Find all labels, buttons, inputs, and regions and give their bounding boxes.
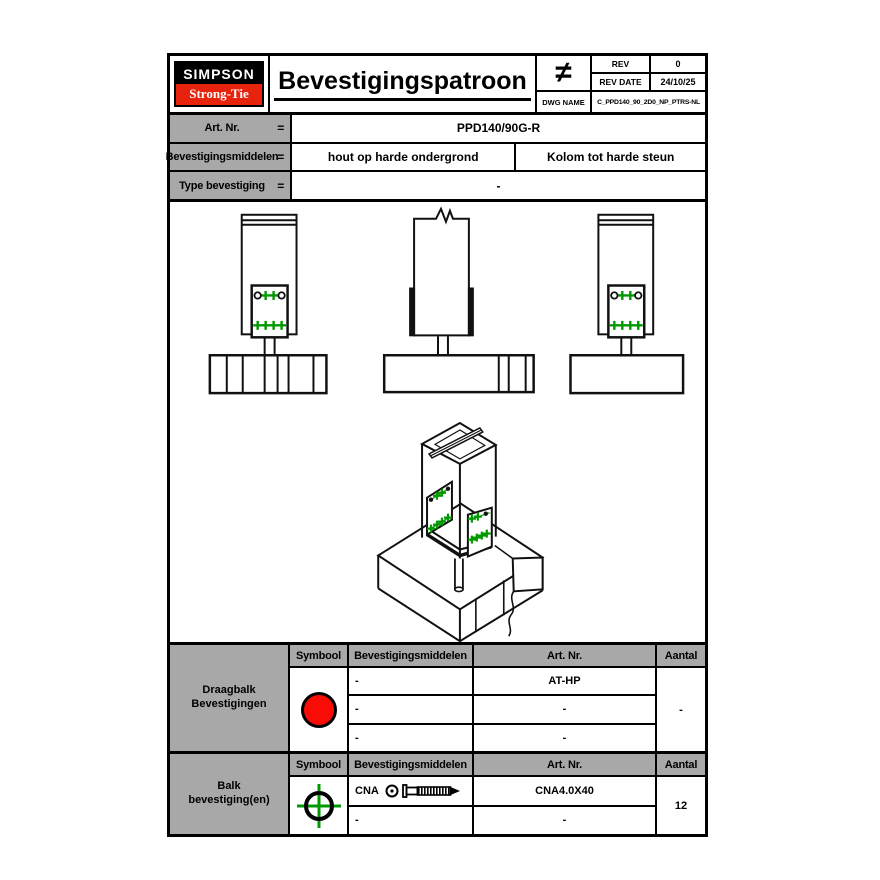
dwg-name-label: DWG NAME bbox=[537, 92, 590, 112]
title-block bbox=[170, 56, 705, 112]
post-base-drawings bbox=[170, 202, 705, 642]
equals-sign: = bbox=[277, 178, 284, 193]
drawing-area bbox=[170, 202, 705, 642]
middelen-values bbox=[292, 144, 705, 171]
middelen-value-right: Kolom tot harde steun bbox=[516, 144, 705, 171]
draagbalk-artnr-1: AT-HP bbox=[474, 668, 655, 694]
info-row-middelen bbox=[165, 144, 705, 171]
rev-date-label: REV DATE bbox=[592, 74, 649, 90]
crosshair-icon bbox=[294, 781, 344, 831]
crosshair-symbol bbox=[290, 777, 347, 834]
rev-label: REV bbox=[592, 56, 649, 72]
sheet-title-cell bbox=[270, 56, 535, 112]
type-value: - bbox=[292, 172, 705, 199]
revision-block bbox=[537, 56, 705, 112]
info-row-artnr bbox=[170, 115, 705, 142]
info-table bbox=[165, 115, 705, 199]
info-row-type bbox=[170, 172, 705, 199]
draagbalk-table bbox=[170, 645, 705, 751]
middelen-label-cell bbox=[165, 144, 290, 171]
col-header-middelen: Bevestigingsmiddelen bbox=[349, 645, 472, 666]
dwg-name-value: C_PPD140_90_2D0_NP_PTRS-NL bbox=[592, 92, 705, 112]
balk-aantal: 12 bbox=[657, 777, 705, 834]
col-header-aantal: Aantal bbox=[657, 645, 705, 666]
col-header-artnr: Art. Nr. bbox=[474, 645, 655, 666]
equals-sign: = bbox=[277, 149, 284, 164]
isometric-view-drawing bbox=[378, 423, 542, 641]
rev-value: 0 bbox=[651, 56, 705, 72]
draagbalk-artnr-3: - bbox=[474, 725, 655, 751]
red-circle-icon bbox=[298, 689, 340, 731]
logo-strongtie-text: Strong-Tie bbox=[176, 84, 262, 105]
not-equal-icon: ≠ bbox=[537, 56, 590, 90]
type-label: Type bevestiging bbox=[179, 179, 265, 192]
middelen-value-left: hout op harde ondergrond bbox=[292, 144, 514, 171]
draagbalk-artnr-2: - bbox=[474, 696, 655, 722]
col-header-middelen: Bevestigingsmiddelen bbox=[349, 754, 472, 775]
nail-icon bbox=[384, 782, 466, 800]
side-view-drawing bbox=[384, 209, 533, 392]
balk-artnr-2: - bbox=[474, 807, 655, 835]
rev-date-value: 24/10/25 bbox=[651, 74, 705, 90]
artnr-label-cell bbox=[170, 115, 290, 142]
draagbalk-row-label: Draagbalk Bevestigingen bbox=[170, 645, 288, 751]
cna-label: CNA bbox=[355, 784, 379, 797]
col-header-symbool: Symbool bbox=[290, 645, 347, 666]
balk-artnr-1: CNA4.0X40 bbox=[474, 777, 655, 805]
balk-row-label: Balk bevestiging(en) bbox=[170, 754, 288, 834]
type-label-cell bbox=[170, 172, 290, 199]
logo-simpson-text: SIMPSON bbox=[176, 63, 262, 84]
draagbalk-middel-2: - bbox=[349, 696, 472, 722]
front-view-right-drawing bbox=[571, 215, 684, 393]
draagbalk-middel-1: - bbox=[349, 668, 472, 694]
col-header-aantal: Aantal bbox=[657, 754, 705, 775]
draagbalk-aantal: - bbox=[657, 668, 705, 751]
balk-middel-2: - bbox=[349, 807, 472, 835]
front-view-left-drawing bbox=[210, 215, 327, 393]
sheet-title: Bevestigingspatroon bbox=[274, 67, 531, 101]
artnr-label: Art. Nr. bbox=[204, 122, 240, 135]
red-circle-symbol bbox=[290, 668, 347, 751]
balk-table bbox=[170, 754, 705, 834]
logo-cell bbox=[170, 56, 268, 112]
middelen-label: Bevestigingsmiddelen bbox=[165, 150, 279, 163]
sheet-frame bbox=[167, 53, 708, 837]
col-header-artnr: Art. Nr. bbox=[474, 754, 655, 775]
balk-middel-1 bbox=[349, 777, 472, 805]
col-header-symbool: Symbool bbox=[290, 754, 347, 775]
artnr-value: PPD140/90G-R bbox=[292, 115, 705, 142]
simpson-strongtie-logo bbox=[174, 61, 264, 107]
draagbalk-middel-3: - bbox=[349, 725, 472, 751]
equals-sign: = bbox=[277, 121, 284, 136]
